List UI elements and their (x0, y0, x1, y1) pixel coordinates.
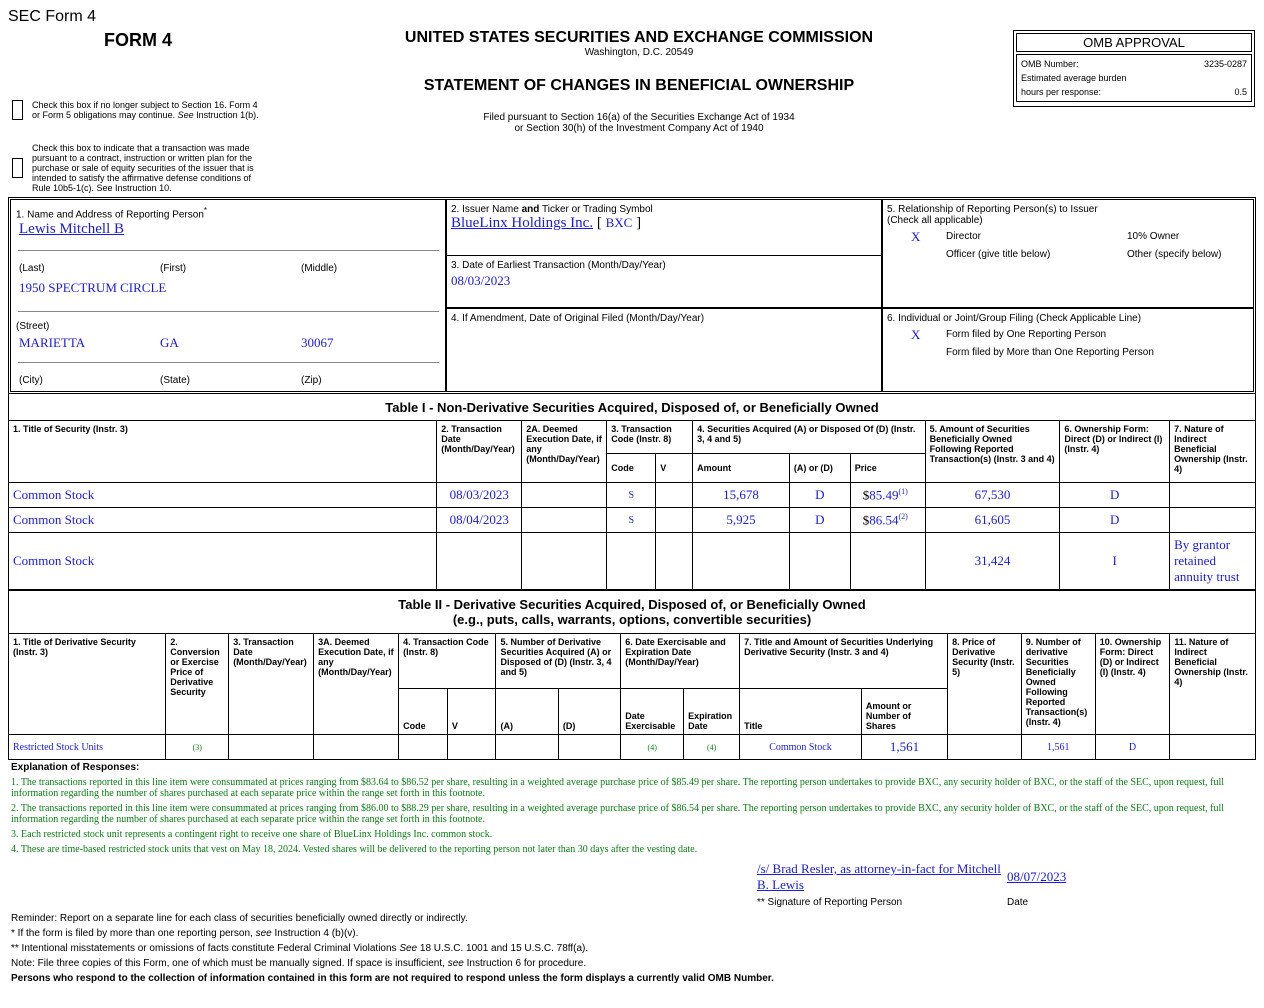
street-value: 1950 SPECTRUM CIRCLE (19, 280, 167, 295)
t2-amt-shares: Amount or Number of Shares (861, 689, 947, 735)
signature-link[interactable]: /s/ Brad Resler, as attorney-in-fact for Mitchell B. Lewis (757, 861, 1001, 892)
table2-title2: (e.g., puts, calls, warrants, options, convertible securities) (452, 612, 812, 627)
t1-r1-title: Common Stock (9, 508, 437, 533)
form-title: FORM 4 (104, 30, 173, 50)
footer-l1b: Instruction 4 (b)(v). (274, 928, 359, 939)
t2-h10: 10. Ownership Form: Direct (D) or Indirect (I) (Instr. 4) (1095, 634, 1170, 735)
t1-r2-form: I (1060, 533, 1170, 590)
footer-l3see: see (447, 958, 464, 969)
reporting-person-cell (10, 199, 446, 392)
filed-line-2: or Section 30(h) of the Investment Company Act of 1940 (514, 123, 764, 134)
t1-r0-amount: 15,678 (693, 483, 790, 508)
t1-r0-code: S (607, 483, 656, 508)
t1-r0-form: D (1060, 483, 1170, 508)
t2-r0-conv-fn[interactable]: (3) (166, 735, 229, 760)
t2-h5: 5. Number of Derivative Securities Acquired (A) or Disposed of (D) (Instr. 3, 4 and 5) (496, 634, 621, 689)
signature-date-link[interactable]: 08/07/2023 (1007, 869, 1067, 884)
footer-l1a: * If the form is filed by more than one reporting person, (11, 928, 253, 939)
table-row (9, 508, 1256, 533)
t1-amount: Amount (693, 454, 790, 483)
filing-cell (882, 308, 1254, 392)
t1-r1-deemed (522, 508, 607, 533)
t1-r2-deemed (522, 533, 607, 590)
t1-r2-nature: By grantor retained annuity trust (1170, 533, 1256, 590)
rule10b5-checkbox[interactable] (12, 158, 23, 178)
t1-r1-v (656, 508, 693, 533)
t2-exp-date: Expiration Date (684, 689, 740, 735)
footnote-1: 1. The transactions reported in this line item were consummated at prices ranging from $83.64 to $86.52 per share, resulting in a weighted average purchase price of $85.49 per share. The reporting person undertakes to provide BXC, any security holder of BXC, or the staff of the SEC, upon request, full information regarding the number of shares purchased at each separate price within the range set forth in this footnote. (11, 777, 1225, 799)
check1-see: See (177, 110, 194, 120)
reporting-person-name-link[interactable]: Lewis Mitchell B (19, 221, 124, 237)
t1-r2-code (607, 533, 656, 590)
middle-label: (Middle) (301, 263, 338, 274)
t2-r0-under-amt: 1,561 (861, 735, 947, 760)
footer-l3b: Instruction 6 for procedure. (466, 958, 587, 969)
t2-d: (D) (558, 689, 620, 735)
omb-hours: 0.5 (1234, 87, 1247, 97)
amendment-cell (446, 308, 882, 392)
signature-label: ** Signature of Reporting Person (757, 897, 903, 908)
t1-r0-v (656, 483, 693, 508)
footnote-2: 2. The transactions reported in this line item were consummated at prices ranging from $86.00 to $88.29 per share, resulting in a weighted average purchase price of $86.54 per share. The reporting person undertakes to provide BXC, any security holder of BXC, or the staff of the SEC, upon request, full information regarding the number of shares purchased at each separate price within the range set forth in this footnote. (11, 803, 1225, 825)
check1-line1: Check this box if no longer subject to Section 16. Form 4 (32, 100, 258, 110)
agency-title: UNITED STATES SECURITIES AND EXCHANGE COMMISSION (404, 29, 874, 46)
relationship-label2: (Check all applicable) (887, 215, 983, 226)
bracket-open: [ (596, 215, 602, 231)
officer-label: Officer (give title below) (946, 249, 1051, 260)
t2-h1: 1. Title of Derivative Security (Instr. 3) (9, 634, 166, 735)
reporting-section (8, 197, 1256, 394)
reporting-person-label: 1. Name and Address of Reporting Person (16, 209, 204, 221)
t1-r0-nature (1170, 483, 1256, 508)
t1-r2-ad (789, 533, 850, 590)
t1-h1: 1. Title of Security (Instr. 3) (9, 421, 437, 483)
footer-l3a: Note: File three copies of this Form, one of which must be manually signed. If space is insufficient, (11, 958, 445, 969)
table-row (9, 483, 1256, 508)
t2-r0-ex-fn[interactable]: (4) (621, 735, 684, 760)
check1-line2b: Instruction 1(b). (196, 110, 259, 120)
t2-h11: 11. Nature of Indirect Beneficial Ownership (Instr. 4) (1170, 634, 1256, 735)
date-label: Date (1007, 897, 1029, 908)
footnote-4: 4. These are time-based restricted stock units that vest on May 18, 2024. Vested shares will be delivered to the reporting person not later than 30 days after the vesting date. (11, 844, 698, 855)
t1-r2-date (437, 533, 522, 590)
t1-aord: (A) or (D) (789, 454, 850, 483)
issuer-cell (446, 199, 882, 256)
t1-r1-footnote[interactable]: (2) (898, 511, 908, 521)
t1-r0-date: 08/03/2023 (437, 483, 522, 508)
omb-approval-box (1013, 30, 1255, 107)
t2-h7: 7. Title and Amount of Securities Underlying Derivative Security (Instr. 3 and 4) (740, 634, 948, 689)
t1-r1-nature (1170, 508, 1256, 533)
issuer-name-link[interactable]: BlueLinx Holdings Inc. (451, 215, 594, 231)
issuer-label-b: Ticker or Trading Symbol (541, 204, 653, 215)
t1-r2-owned: 31,424 (925, 533, 1060, 590)
t1-r1-dollar: $ (862, 512, 870, 528)
t2-r0-exp-fn[interactable]: (4) (684, 735, 740, 760)
state-value: GA (160, 335, 179, 350)
footer-l2a: ** Intentional misstatements or omissions of facts constitute Federal Criminal Violations (11, 943, 397, 954)
one-person-label: Form filed by One Reporting Person (946, 329, 1107, 340)
explanation-label: Explanation of Responses: (11, 762, 140, 773)
t2-r0-title: Restricted Stock Units (9, 735, 166, 760)
t1-r1-ad: D (789, 508, 850, 533)
t1-r0-dollar: $ (862, 487, 870, 503)
zip-value: 30067 (301, 335, 334, 350)
footer-l4: Persons who respond to the collection of information contained in this form are not required to respond unless the form displays a currently valid OMB Number. (11, 973, 774, 984)
issuer-label-and: and (521, 204, 540, 215)
first-label: (First) (160, 263, 187, 274)
t1-r0-deemed (522, 483, 607, 508)
sec-form-label: SEC Form 4 (8, 8, 97, 25)
section16-text (32, 100, 272, 120)
t1-v: V (656, 454, 693, 483)
table-row (9, 735, 1256, 760)
statement-title: STATEMENT OF CHANGES IN BENEFICIAL OWNERSHIP (423, 77, 855, 94)
omb-number-label: OMB Number: (1021, 59, 1079, 69)
last-label: (Last) (19, 263, 45, 274)
t1-r0-footnote[interactable]: (1) (898, 486, 908, 496)
t1-r1-amount: 5,925 (693, 508, 790, 533)
t2-title: Title (740, 689, 862, 735)
footnote-3: 3. Each restricted stock unit represents a contingent right to receive one share of BlueLinx Holdings Inc. common stock. (11, 829, 493, 840)
t1-h2a: 2A. Deemed Execution Date, if any (Month/Day/Year) (522, 421, 607, 483)
one-person-mark[interactable]: X (911, 327, 921, 342)
footer-reminder: Reminder: Report on a separate line for each class of securities beneficially owned directly or indirectly. (11, 913, 468, 924)
t1-h5: 5. Amount of Securities Beneficially Owned Following Reported Transaction(s) (Instr. 3 and 4) (925, 421, 1060, 483)
t1-price: Price (850, 454, 925, 483)
footer-notes (11, 911, 1251, 986)
t1-h7: 7. Nature of Indirect Beneficial Ownership (Instr. 4) (1170, 421, 1256, 483)
t2-r0-form: D (1095, 735, 1170, 760)
table-1 (8, 393, 1256, 590)
t2-date-ex: Date Exercisable (621, 689, 684, 735)
footer-l2b: 18 U.S.C. 1001 and 15 U.S.C. 78ff(a). (419, 943, 589, 954)
t2-h3a: 3A. Deemed Execution Date, if any (Month/Day/Year) (314, 634, 399, 735)
t1-h6: 6. Ownership Form: Direct (D) or Indirect (I) (Instr. 4) (1060, 421, 1170, 483)
earliest-date: 08/03/2023 (451, 273, 511, 288)
check1-line2a: or Form 5 obligations may continue. (32, 110, 176, 120)
t2-h8: 8. Price of Derivative Security (Instr. 5) (948, 634, 1022, 735)
t2-h9: 9. Number of derivative Securities Beneficially Owned Following Reported Transaction(s) (Instr. 4) (1021, 634, 1095, 735)
relationship-label1: 5. Relationship of Reporting Person(s) to Issuer (887, 204, 1098, 215)
t1-r2-title: Common Stock (9, 533, 437, 590)
omb-hours-label: hours per response: (1021, 87, 1102, 97)
t1-h4: 4. Securities Acquired (A) or Disposed Of (D) (Instr. 3, 4 and 5) (693, 421, 926, 454)
ticker-symbol: BXC (605, 215, 633, 230)
t2-h6: 6. Date Exercisable and Expiration Date (Month/Day/Year) (621, 634, 740, 689)
table1-title: Table I - Non-Derivative Securities Acquired, Disposed of, or Beneficially Owned (9, 394, 1256, 421)
earliest-label: 3. Date of Earliest Transaction (Month/Day/Year) (451, 260, 666, 271)
t1-r2-amount (693, 533, 790, 590)
asterisk: * (203, 206, 208, 215)
t1-r2-v (656, 533, 693, 590)
state-label: (State) (160, 375, 191, 386)
t1-code: Code (607, 454, 656, 483)
amendment-label: 4. If Amendment, Date of Original Filed (Month/Day/Year) (451, 313, 705, 324)
t1-r0-price: 85.49 (869, 487, 899, 503)
filed-line-1: Filed pursuant to Section 16(a) of the Securities Exchange Act of 1934 (483, 112, 795, 123)
table-2 (8, 590, 1256, 760)
t1-r0-owned: 67,530 (925, 483, 1060, 508)
earliest-cell (446, 255, 882, 308)
agency-city: Washington, D.C. 20549 (584, 47, 694, 58)
t2-v: V (447, 689, 496, 735)
t2-code: Code (399, 689, 448, 735)
t1-h3: 3. Transaction Code (Instr. 8) (607, 421, 693, 454)
issuer-label-a: 2. Issuer Name (451, 204, 519, 215)
t2-a: (A) (496, 689, 558, 735)
relationship-cell (882, 199, 1254, 308)
ten-pct-label: 10% Owner (1127, 231, 1180, 242)
t1-r1-owned: 61,605 (925, 508, 1060, 533)
omb-burden-label: Estimated average burden (1021, 73, 1127, 83)
filing-label: 6. Individual or Joint/Group Filing (Check Applicable Line) (887, 313, 1142, 324)
table2-title (9, 591, 1256, 634)
city-value: MARIETTA (19, 335, 86, 350)
t1-h2: 2. Transaction Date (Month/Day/Year) (437, 421, 522, 483)
t2-r0-under-title: Common Stock (740, 735, 862, 760)
footer-l2see: See (399, 943, 418, 954)
zip-label: (Zip) (301, 375, 322, 386)
t1-r0-ad: D (789, 483, 850, 508)
t2-r0-owned: 1,561 (1021, 735, 1095, 760)
explanation-section (11, 762, 1251, 855)
t1-r1-form: D (1060, 508, 1170, 533)
t1-r1-price: 86.54 (869, 512, 899, 528)
t1-r1-date: 08/04/2023 (437, 508, 522, 533)
city-label: (City) (19, 375, 43, 386)
director-mark[interactable]: X (911, 229, 921, 244)
other-label: Other (specify below) (1127, 249, 1222, 260)
omb-title: OMB APPROVAL (1016, 33, 1252, 52)
street-label: (Street) (16, 321, 50, 332)
table-row (9, 533, 1256, 590)
footer-l1see: see (255, 928, 272, 939)
t2-h3: 3. Transaction Date (Month/Day/Year) (229, 634, 314, 735)
t2-h4: 4. Transaction Code (Instr. 8) (399, 634, 496, 689)
section16-checkbox[interactable] (12, 100, 23, 120)
t1-r0-title: Common Stock (9, 483, 437, 508)
t1-r1-code: S (607, 508, 656, 533)
rule10b5-text: Check this box to indicate that a transaction was made pursuant to a contract, instruction or written plan for the purchase or sale of equity securities of the issuer that is intended to satisfy the affirmative defense conditions of Rule 10b5-1(c). See Instruction 10. (32, 143, 254, 193)
bracket-close: ] (636, 215, 642, 231)
table2-title1: Table II - Derivative Securities Acquired, Disposed of, or Beneficially Owned (398, 597, 866, 612)
omb-number: 3235-0287 (1203, 59, 1247, 69)
t2-h2: 2. Conversion or Exercise Price of Derivative Security (166, 634, 229, 735)
more-persons-label: Form filed by More than One Reporting Person (946, 347, 1154, 358)
director-label: Director (946, 231, 982, 242)
